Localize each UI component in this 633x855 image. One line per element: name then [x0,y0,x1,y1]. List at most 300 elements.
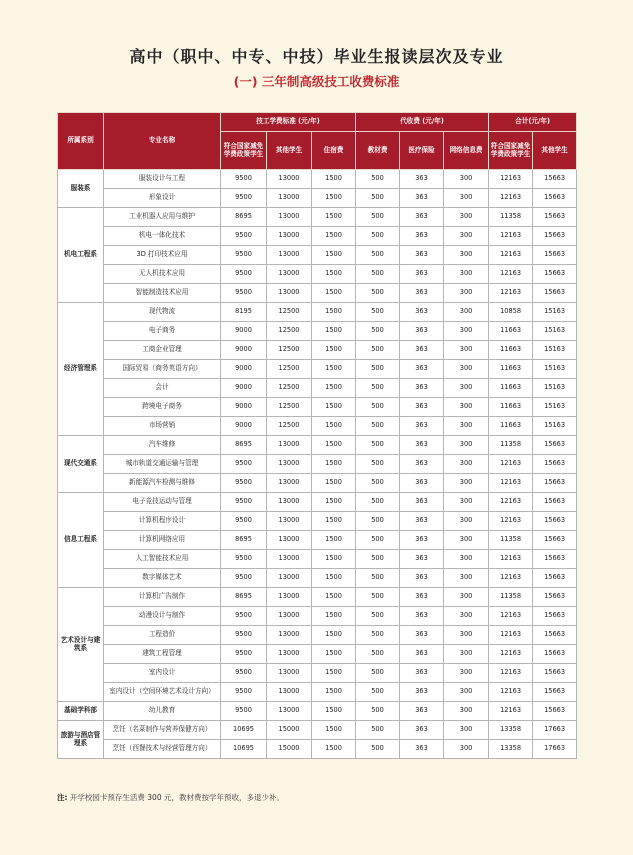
total-policy-cell: 12163 [489,550,533,569]
dorm-cell: 1500 [312,189,356,208]
tuition-policy-cell: 9000 [221,322,267,341]
table-row [58,607,577,626]
dorm-cell: 1500 [312,550,356,569]
medical-cell: 363 [400,227,444,246]
tuition-policy-cell: 8695 [221,436,267,455]
total-other-cell: 15663 [533,569,577,588]
table-row [58,588,577,607]
materials-cell: 500 [356,474,400,493]
total-other-cell: 15663 [533,284,577,303]
medical-cell: 363 [400,284,444,303]
dorm-cell: 1500 [312,531,356,550]
table-row [58,474,577,493]
medical-cell: 363 [400,531,444,550]
network-cell: 300 [444,227,489,246]
total-policy-cell: 11663 [489,398,533,417]
network-cell: 300 [444,664,489,683]
network-cell: 300 [444,170,489,189]
dorm-cell: 1500 [312,360,356,379]
materials-cell: 500 [356,664,400,683]
tuition-other-cell: 13000 [267,246,312,265]
major-cell: 计算机广告制作 [104,588,221,607]
dorm-cell: 1500 [312,341,356,360]
dorm-cell: 1500 [312,664,356,683]
medical-cell: 363 [400,474,444,493]
total-other-cell: 15163 [533,417,577,436]
dorm-cell: 1500 [312,607,356,626]
tuition-policy-cell: 9500 [221,683,267,702]
tuition-other-cell: 13000 [267,683,312,702]
total-policy-cell: 11358 [489,208,533,227]
dorm-cell: 1500 [312,702,356,721]
tuition-policy-cell: 9500 [221,645,267,664]
medical-cell: 363 [400,702,444,721]
dorm-cell: 1500 [312,626,356,645]
header-tuition-other: 其他学生 [267,132,312,170]
tuition-policy-cell: 9500 [221,626,267,645]
total-other-cell: 15663 [533,512,577,531]
network-cell: 300 [444,265,489,284]
tuition-policy-cell: 9500 [221,170,267,189]
materials-cell: 500 [356,170,400,189]
tuition-other-cell: 13000 [267,189,312,208]
tuition-other-cell: 13000 [267,284,312,303]
materials-cell: 500 [356,303,400,322]
tuition-policy-cell: 9500 [221,284,267,303]
tuition-policy-cell: 8695 [221,531,267,550]
materials-cell: 500 [356,702,400,721]
network-cell: 300 [444,702,489,721]
table-row [58,303,577,322]
fee-table-body [58,170,577,759]
dorm-cell: 1500 [312,227,356,246]
dept-cell: 旅游与酒店管理系 [58,721,104,759]
materials-cell: 500 [356,398,400,417]
tuition-other-cell: 13000 [267,474,312,493]
total-policy-cell: 12163 [489,265,533,284]
header-tuition-policy: 符合国家减免学费政策学生 [221,132,267,170]
materials-cell: 500 [356,683,400,702]
table-row [58,645,577,664]
table-row [58,284,577,303]
table-row [58,227,577,246]
tuition-other-cell: 13000 [267,436,312,455]
table-row [58,512,577,531]
medical-cell: 363 [400,493,444,512]
total-policy-cell: 12163 [489,569,533,588]
materials-cell: 500 [356,588,400,607]
footnote [57,792,284,803]
major-cell: 形象设计 [104,189,221,208]
tuition-other-cell: 13000 [267,455,312,474]
dept-cell: 机电工程系 [58,208,104,303]
header-total-other: 其他学生 [533,132,577,170]
tuition-other-cell: 15000 [267,721,312,740]
tuition-other-cell: 13000 [267,208,312,227]
tuition-other-cell: 13000 [267,493,312,512]
footnote-label: 注: [57,793,68,802]
tuition-policy-cell: 9000 [221,417,267,436]
total-other-cell: 15663 [533,455,577,474]
header-network: 网络信息费 [444,132,489,170]
network-cell: 300 [444,493,489,512]
tuition-other-cell: 13000 [267,607,312,626]
dorm-cell: 1500 [312,645,356,664]
total-other-cell: 15663 [533,607,577,626]
medical-cell: 363 [400,322,444,341]
total-other-cell: 15663 [533,436,577,455]
page-subtitle: (一) 三年制高级技工收费标准 [233,74,400,89]
total-policy-cell: 11663 [489,379,533,398]
tuition-policy-cell: 9500 [221,664,267,683]
table-row [58,493,577,512]
medical-cell: 363 [400,664,444,683]
materials-cell: 500 [356,360,400,379]
dorm-cell: 1500 [312,588,356,607]
network-cell: 300 [444,531,489,550]
medical-cell: 363 [400,417,444,436]
network-cell: 300 [444,645,489,664]
major-cell: 烹饪（名菜制作与营养保健方向） [104,721,221,740]
header-tuition-group: 技工学费标准 (元/年) [221,113,356,132]
total-policy-cell: 12163 [489,493,533,512]
network-cell: 300 [444,341,489,360]
total-policy-cell: 11663 [489,341,533,360]
header-materials: 教材费 [356,132,400,170]
tuition-policy-cell: 9500 [221,227,267,246]
total-other-cell: 15163 [533,360,577,379]
tuition-other-cell: 13000 [267,531,312,550]
network-cell: 300 [444,512,489,531]
table-row [58,322,577,341]
materials-cell: 500 [356,322,400,341]
tuition-policy-cell: 8695 [221,588,267,607]
major-cell: 跨境电子商务 [104,398,221,417]
network-cell: 300 [444,588,489,607]
network-cell: 300 [444,740,489,759]
total-other-cell: 15163 [533,341,577,360]
total-policy-cell: 11358 [489,436,533,455]
tuition-other-cell: 12500 [267,417,312,436]
major-cell: 动漫设计与制作 [104,607,221,626]
dorm-cell: 1500 [312,379,356,398]
header-medical: 医疗保险 [400,132,444,170]
table-row [58,341,577,360]
medical-cell: 363 [400,208,444,227]
network-cell: 300 [444,417,489,436]
table-row [58,208,577,227]
major-cell: 电子商务 [104,322,221,341]
materials-cell: 500 [356,227,400,246]
major-cell: 幼儿教育 [104,702,221,721]
medical-cell: 363 [400,398,444,417]
tuition-policy-cell: 9000 [221,398,267,417]
materials-cell: 500 [356,550,400,569]
total-other-cell: 15663 [533,626,577,645]
medical-cell: 363 [400,379,444,398]
total-policy-cell: 11663 [489,417,533,436]
total-policy-cell: 13358 [489,740,533,759]
tuition-other-cell: 13000 [267,512,312,531]
medical-cell: 363 [400,607,444,626]
dorm-cell: 1500 [312,569,356,588]
table-row [58,455,577,474]
total-other-cell: 15663 [533,550,577,569]
total-other-cell: 15663 [533,493,577,512]
table-row [58,265,577,284]
dorm-cell: 1500 [312,208,356,227]
dorm-cell: 1500 [312,455,356,474]
tuition-policy-cell: 9500 [221,550,267,569]
materials-cell: 500 [356,265,400,284]
footnote-text: 开学校园卡预存生活费 300 元，教材费按学年预收，多退少补。 [69,793,284,802]
tuition-other-cell: 12500 [267,322,312,341]
tuition-policy-cell: 9500 [221,189,267,208]
medical-cell: 363 [400,341,444,360]
total-other-cell: 15663 [533,227,577,246]
total-other-cell: 15163 [533,379,577,398]
table-row [58,417,577,436]
tuition-policy-cell: 9000 [221,379,267,398]
tuition-other-cell: 12500 [267,398,312,417]
total-other-cell: 17663 [533,721,577,740]
major-cell: 城市轨道交通运输与管理 [104,455,221,474]
total-other-cell: 15163 [533,303,577,322]
medical-cell: 363 [400,721,444,740]
materials-cell: 500 [356,246,400,265]
tuition-policy-cell: 10695 [221,721,267,740]
dorm-cell: 1500 [312,398,356,417]
total-other-cell: 15663 [533,645,577,664]
tuition-policy-cell: 9500 [221,493,267,512]
major-cell: 3D 打印技术应用 [104,246,221,265]
total-policy-cell: 10858 [489,303,533,322]
network-cell: 300 [444,322,489,341]
total-policy-cell: 12163 [489,702,533,721]
total-policy-cell: 13358 [489,721,533,740]
table-row [58,550,577,569]
tuition-other-cell: 13000 [267,645,312,664]
total-policy-cell: 12163 [489,645,533,664]
network-cell: 300 [444,246,489,265]
total-other-cell: 15663 [533,683,577,702]
medical-cell: 363 [400,569,444,588]
major-cell: 建筑工程管理 [104,645,221,664]
table-row [58,569,577,588]
major-cell: 室内设计（空间环境艺术设计方向） [104,683,221,702]
total-other-cell: 15663 [533,208,577,227]
total-other-cell: 15663 [533,265,577,284]
total-other-cell: 15663 [533,588,577,607]
medical-cell: 363 [400,265,444,284]
network-cell: 300 [444,455,489,474]
major-cell: 工业机器人应用与维护 [104,208,221,227]
materials-cell: 500 [356,379,400,398]
medical-cell: 363 [400,645,444,664]
major-cell: 电子竞技运动与管理 [104,493,221,512]
materials-cell: 500 [356,284,400,303]
dorm-cell: 1500 [312,512,356,531]
materials-cell: 500 [356,626,400,645]
network-cell: 300 [444,436,489,455]
dorm-cell: 1500 [312,303,356,322]
header-agency-group: 代收费 (元/年) [356,113,489,132]
major-cell: 计算机网络应用 [104,531,221,550]
total-policy-cell: 11358 [489,531,533,550]
total-policy-cell: 12163 [489,683,533,702]
medical-cell: 363 [400,626,444,645]
table-row [58,436,577,455]
tuition-policy-cell: 9500 [221,474,267,493]
tuition-policy-cell: 9500 [221,265,267,284]
total-policy-cell: 12163 [489,246,533,265]
tuition-policy-cell: 9500 [221,455,267,474]
major-cell: 计算机程序设计 [104,512,221,531]
total-policy-cell: 11663 [489,322,533,341]
network-cell: 300 [444,303,489,322]
network-cell: 300 [444,569,489,588]
network-cell: 300 [444,284,489,303]
total-other-cell: 15163 [533,398,577,417]
medical-cell: 363 [400,588,444,607]
tuition-policy-cell: 9500 [221,512,267,531]
header-dorm: 住宿费 [312,132,356,170]
total-policy-cell: 12163 [489,626,533,645]
tuition-other-cell: 15000 [267,740,312,759]
table-row [58,740,577,759]
major-cell: 国际贸易（商务英语方向） [104,360,221,379]
network-cell: 300 [444,474,489,493]
dorm-cell: 1500 [312,322,356,341]
materials-cell: 500 [356,341,400,360]
materials-cell: 500 [356,721,400,740]
tuition-policy-cell: 9500 [221,569,267,588]
header-total-group: 合计(元/年) [489,113,577,132]
total-other-cell: 15663 [533,170,577,189]
page-title: 高中（职中、中专、中技）毕业生报读层次及专业 [129,47,504,66]
materials-cell: 500 [356,436,400,455]
tuition-other-cell: 12500 [267,379,312,398]
network-cell: 300 [444,189,489,208]
total-policy-cell: 12163 [489,607,533,626]
dorm-cell: 1500 [312,170,356,189]
total-other-cell: 15163 [533,322,577,341]
tuition-other-cell: 13000 [267,702,312,721]
total-policy-cell: 12163 [489,227,533,246]
total-other-cell: 15663 [533,246,577,265]
tuition-policy-cell: 9500 [221,702,267,721]
materials-cell: 500 [356,569,400,588]
header-major: 专业名称 [104,113,221,170]
materials-cell: 500 [356,455,400,474]
dept-cell: 艺术设计与建筑系 [58,588,104,702]
total-policy-cell: 11358 [489,588,533,607]
tuition-policy-cell: 9000 [221,341,267,360]
network-cell: 300 [444,360,489,379]
medical-cell: 363 [400,360,444,379]
tuition-policy-cell: 9500 [221,246,267,265]
table-row [58,683,577,702]
table-row [58,398,577,417]
tuition-other-cell: 13000 [267,550,312,569]
total-policy-cell: 12163 [489,455,533,474]
fee-table [57,112,577,759]
table-row [58,626,577,645]
major-cell: 工商企业管理 [104,341,221,360]
medical-cell: 363 [400,170,444,189]
major-cell: 烹饪（西餐技术与经营管理方向） [104,740,221,759]
total-policy-cell: 12163 [489,170,533,189]
tuition-other-cell: 13000 [267,626,312,645]
major-cell: 智能制造技术应用 [104,284,221,303]
medical-cell: 363 [400,740,444,759]
tuition-policy-cell: 8195 [221,303,267,322]
major-cell: 汽车维修 [104,436,221,455]
medical-cell: 363 [400,683,444,702]
tuition-other-cell: 13000 [267,227,312,246]
major-cell: 机电一体化技术 [104,227,221,246]
total-other-cell: 15663 [533,531,577,550]
major-cell: 新能源汽车检测与维修 [104,474,221,493]
major-cell: 服装设计与工程 [104,170,221,189]
network-cell: 300 [444,379,489,398]
medical-cell: 363 [400,189,444,208]
materials-cell: 500 [356,531,400,550]
major-cell: 数字媒体艺术 [104,569,221,588]
dept-cell: 服装系 [58,170,104,208]
medical-cell: 363 [400,436,444,455]
table-row [58,360,577,379]
dorm-cell: 1500 [312,721,356,740]
major-cell: 现代物流 [104,303,221,322]
table-row [58,531,577,550]
materials-cell: 500 [356,417,400,436]
total-policy-cell: 12163 [489,189,533,208]
dorm-cell: 1500 [312,683,356,702]
medical-cell: 363 [400,455,444,474]
materials-cell: 500 [356,208,400,227]
medical-cell: 363 [400,246,444,265]
dorm-cell: 1500 [312,436,356,455]
total-policy-cell: 12163 [489,284,533,303]
total-policy-cell: 11663 [489,360,533,379]
tuition-other-cell: 13000 [267,569,312,588]
dept-cell: 基础学科部 [58,702,104,721]
medical-cell: 363 [400,303,444,322]
materials-cell: 500 [356,189,400,208]
header-total-policy: 符合国家减免学费政策学生 [489,132,533,170]
dorm-cell: 1500 [312,474,356,493]
tuition-other-cell: 12500 [267,303,312,322]
total-other-cell: 15663 [533,664,577,683]
dorm-cell: 1500 [312,246,356,265]
dorm-cell: 1500 [312,284,356,303]
major-cell: 市场营销 [104,417,221,436]
table-row [58,702,577,721]
materials-cell: 500 [356,493,400,512]
network-cell: 300 [444,683,489,702]
tuition-other-cell: 12500 [267,360,312,379]
major-cell: 无人机技术应用 [104,265,221,284]
total-policy-cell: 12163 [489,664,533,683]
network-cell: 300 [444,208,489,227]
table-row [58,379,577,398]
tuition-policy-cell: 10695 [221,740,267,759]
tuition-policy-cell: 9000 [221,360,267,379]
major-cell: 室内设计 [104,664,221,683]
header-dept: 所属系别 [58,113,104,170]
materials-cell: 500 [356,645,400,664]
